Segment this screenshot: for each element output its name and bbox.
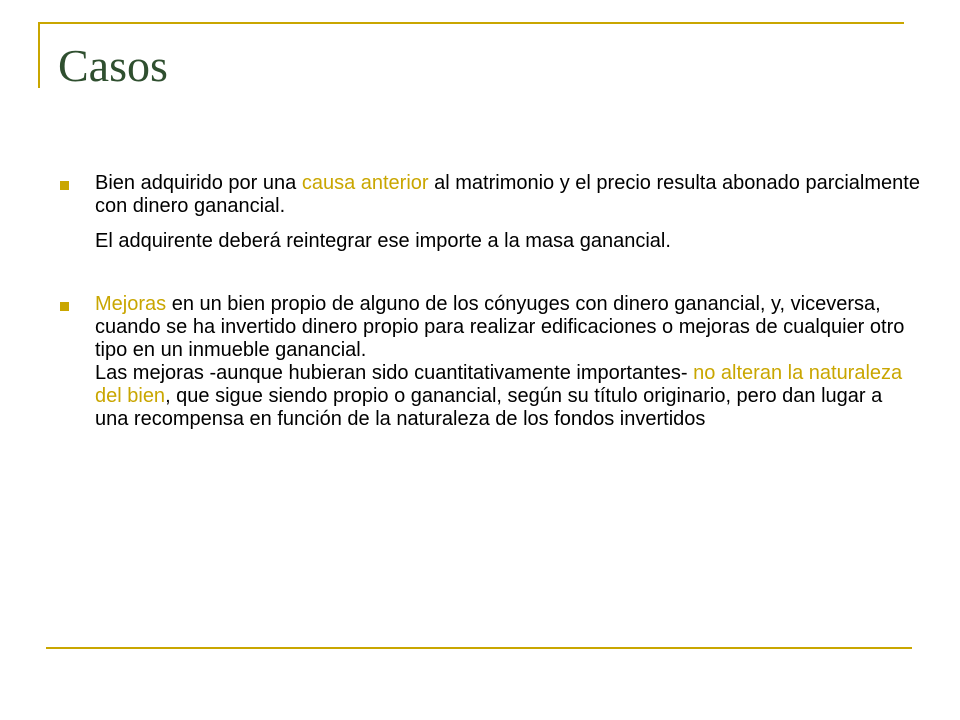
bullet-1-text-start: Bien adquirido por una [95,172,302,194]
top-accent-rule [40,22,904,24]
bullet-1-text-end: al matrimonio y el precio resulta abonado parcialmente con dinero ganancial. [95,172,920,217]
bullet-2-highlight-start: Mejoras [95,293,167,315]
bottom-accent-rule [46,647,912,649]
bullet-2-highlight-middle: no alteran la naturaleza del bien [95,362,903,407]
bullet-2-text-middle: Las mejoras -aunque hubieran sido cuantitativamente importantes- [95,362,694,384]
square-bullet-icon [60,181,69,190]
left-accent-rule [38,22,40,88]
bullet-text-2 [95,293,920,431]
bullet-1-followup: El adquirente deberá reintegrar ese importe a la masa ganancial. [95,230,671,252]
slide-title: Casos [58,40,168,91]
bullet-item-1 [60,172,920,218]
bullet-text-1 [95,172,920,218]
square-bullet-icon [60,302,69,311]
bullet-2-text-end: , que sigue siendo propio o ganancial, según su título originario, pero dan lugar a una recompensa en función de la naturaleza de los fondos invertidos [95,385,883,430]
bullet-1-highlight: causa anterior [301,172,429,194]
slide-body [60,172,920,431]
bullet-2-text-start: en un bien propio de alguno de los cónyuges con dinero ganancial, y, viceversa, cuando se ha invertido dinero propio para realizar edificaciones o mejoras de cualquier otro tipo en un inmueble ganancial. [95,293,905,361]
bullet-item-2 [60,293,920,431]
